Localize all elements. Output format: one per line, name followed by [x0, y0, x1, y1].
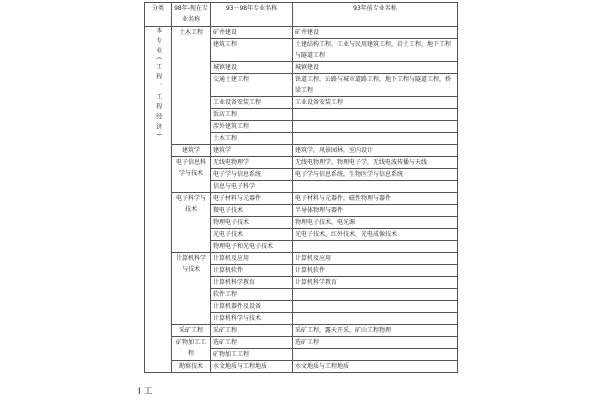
mid-major-cell: 物理电子和光电子技术 — [211, 241, 293, 253]
header-category: 分类 — [145, 3, 172, 27]
table-row — [145, 337, 458, 349]
mid-major-cell: 选矿工程 — [211, 337, 293, 349]
pre93-major-cell — [293, 349, 458, 361]
pre93-major-cell: 物理电子技术，电光源 — [293, 217, 458, 229]
pre93-major-cell: 计算机科学教育 — [293, 277, 458, 289]
header-row — [145, 3, 458, 27]
mid-major-cell: 矿井建设 — [211, 27, 293, 39]
current-major-cell: 矿物加工工程 — [172, 337, 211, 361]
mid-major-cell: 矿物加工工程 — [211, 349, 293, 361]
pre93-major-cell: 建筑学，风景园林，室内设计 — [293, 145, 458, 157]
pre93-major-cell: 采矿工程，露天开采，矿山工程物理 — [293, 325, 458, 337]
category-label: 本专业(工程、工程经济) — [154, 27, 162, 140]
header-current-name: 98年-现在专业名称 — [172, 3, 211, 27]
pre93-major-cell: 光电子技术，红外技术，光电成像技术 — [293, 229, 458, 241]
table-row — [145, 325, 458, 337]
table-row — [145, 193, 458, 205]
mid-major-cell: 土木工程 — [211, 133, 293, 145]
mid-major-cell: 电子学与信息系统 — [211, 169, 293, 181]
table-row — [145, 27, 458, 39]
pre93-major-cell — [293, 181, 458, 193]
pre93-major-cell — [293, 313, 458, 325]
mid-major-cell: 电子材料与元器件 — [211, 193, 293, 205]
pre93-major-cell — [293, 241, 458, 253]
pre93-major-cell: 铁道工程，公路与城市道路工程，地下工程与隧道工程，桥梁工程 — [293, 74, 458, 97]
mid-major-cell: 水文地质与工程地质 — [211, 361, 293, 373]
header-pre93-name: 93年前专业名称 — [293, 3, 458, 27]
pre93-major-cell — [293, 133, 458, 145]
current-major-cell: 勘察技术 — [172, 361, 211, 373]
mid-major-cell: 物理电子技术 — [211, 217, 293, 229]
pre93-major-cell: 工业设备安装工程 — [293, 97, 458, 109]
mid-major-cell: 工业设备安装工程 — [211, 97, 293, 109]
current-major-cell: 电子科学与技术 — [172, 193, 211, 253]
pre93-major-cell — [293, 289, 458, 301]
pre93-major-cell: 电子材料与元器件，磁性物理与器件 — [293, 193, 458, 205]
mid-major-cell: 软件工程 — [211, 289, 293, 301]
mid-major-cell: 城镇建设 — [211, 62, 293, 74]
mid-major-cell: 交通土建工程 — [211, 74, 293, 97]
mid-major-cell: 计算机科学与技术 — [211, 313, 293, 325]
pre93-major-cell — [293, 301, 458, 313]
current-major-cell: 电子信息科学与技术 — [172, 157, 211, 193]
pre93-major-cell: 半导体物理与器件 — [293, 205, 458, 217]
pre93-major-cell — [293, 121, 458, 133]
pre93-major-cell: 土建结构工程，工业与民用建筑工程，岩土工程，地下工程与隧道工程 — [293, 39, 458, 62]
mid-major-cell: 饭店工程 — [211, 109, 293, 121]
current-major-cell: 计算机科学与技术 — [172, 253, 211, 325]
table-row — [145, 253, 458, 265]
mid-major-cell: 计算机及应用 — [211, 253, 293, 265]
header-93-98-name: 93－98年专业名称 — [211, 3, 293, 27]
table-row — [145, 361, 458, 373]
mid-major-cell: 信息与电子科学 — [211, 181, 293, 193]
pre93-major-cell — [293, 109, 458, 121]
pre93-major-cell: 选矿工程 — [293, 337, 458, 349]
major-mapping-table — [144, 2, 458, 373]
table-row — [145, 145, 458, 157]
mid-major-cell: 无线电物理学 — [211, 157, 293, 169]
current-major-cell: 采矿工程 — [172, 325, 211, 337]
table-row — [145, 157, 458, 169]
pre93-major-cell: 计算机软件 — [293, 265, 458, 277]
mid-major-cell: 计算机科学教育 — [211, 277, 293, 289]
pre93-major-cell: 无线电物理学，物理电子学，无线电波传播与天线 — [293, 157, 458, 169]
mid-major-cell: 计算机软件 — [211, 265, 293, 277]
mid-major-cell: 建筑工程 — [211, 39, 293, 62]
pre93-major-cell: 矿井建设 — [293, 27, 458, 39]
current-major-cell: 土木工程 — [172, 27, 211, 145]
pre93-major-cell: 城镇建设 — [293, 62, 458, 74]
mid-major-cell: 计算机器件及设备 — [211, 301, 293, 313]
current-major-cell: 建筑学 — [172, 145, 211, 157]
category-cell — [145, 27, 172, 373]
mid-major-cell: 光电子技术 — [211, 229, 293, 241]
pre93-major-cell: 水文地质与工程地质 — [293, 361, 458, 373]
mid-major-cell: 微电子技术 — [211, 205, 293, 217]
mid-major-cell: 涉外建筑工程 — [211, 121, 293, 133]
cut-off-text: I 工 — [138, 387, 153, 397]
pre93-major-cell: 电子学与信息系统，生物医学与信息系统 — [293, 169, 458, 181]
pre93-major-cell: 计算机及应用 — [293, 253, 458, 265]
table-body — [145, 27, 458, 373]
mid-major-cell: 采矿工程 — [211, 325, 293, 337]
mid-major-cell: 建筑学 — [211, 145, 293, 157]
